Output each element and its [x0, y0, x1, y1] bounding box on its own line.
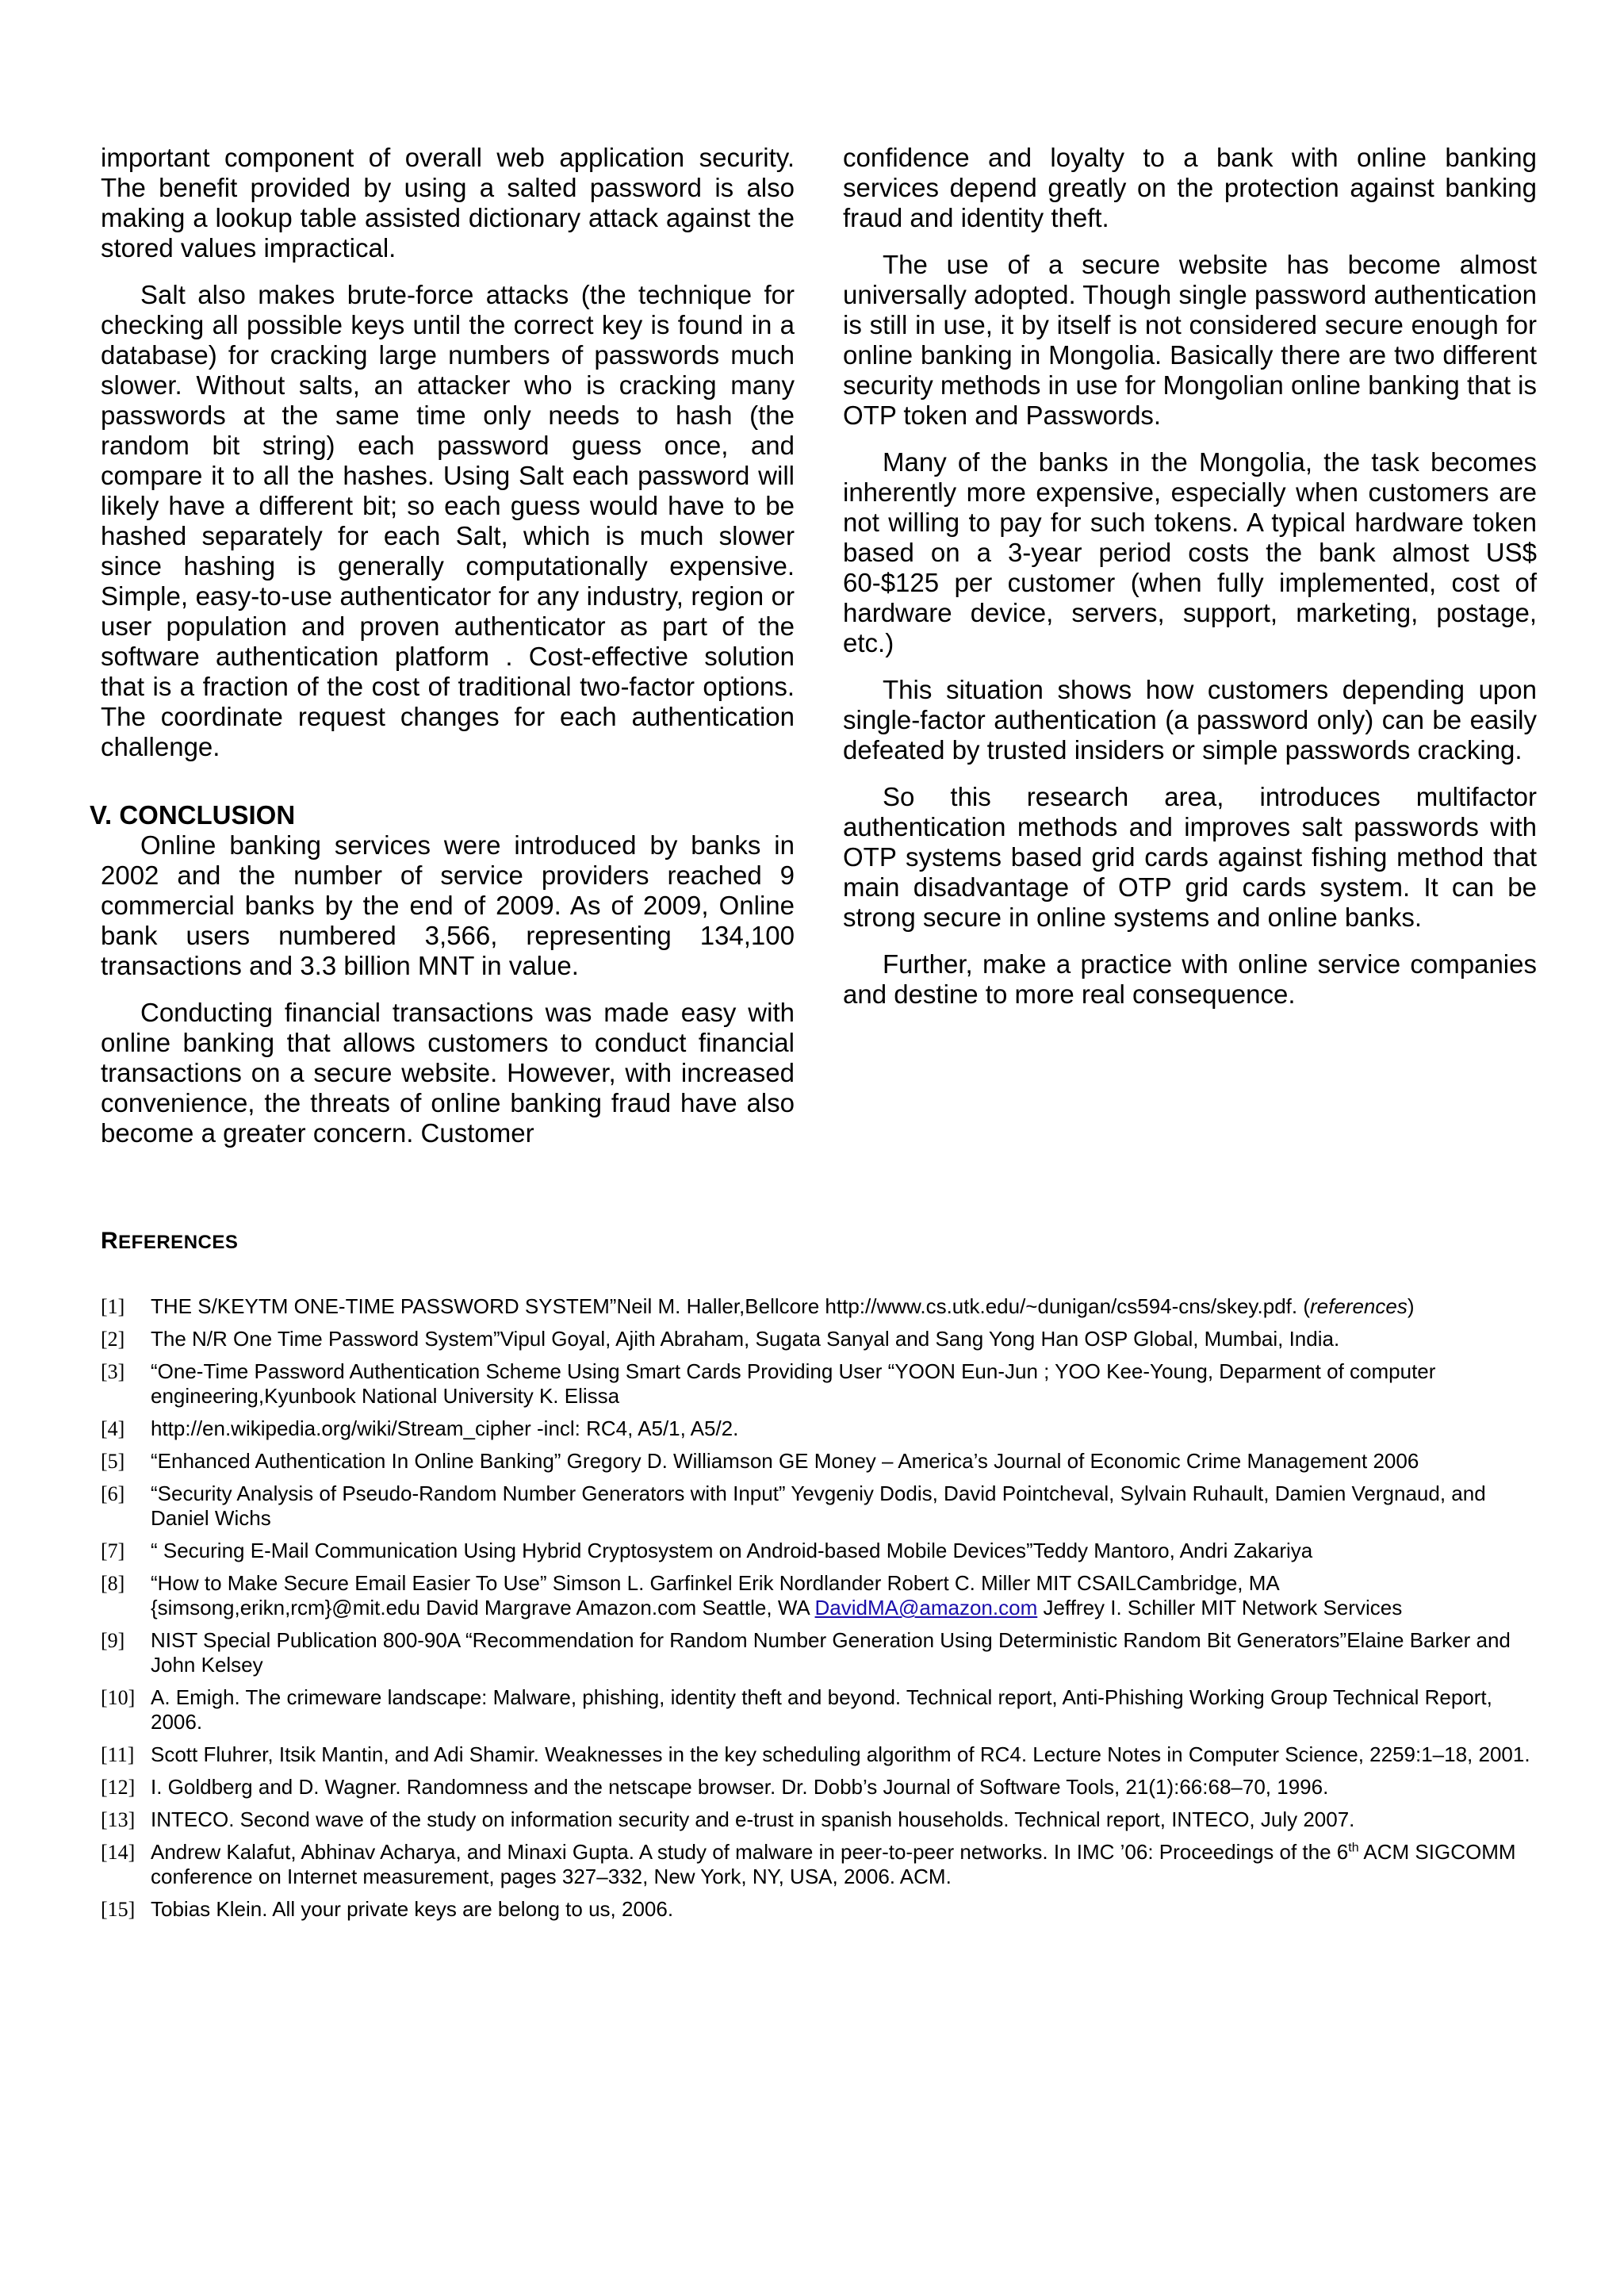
reference-number: [3] [101, 1360, 125, 1383]
reference-number: [8] [101, 1572, 125, 1595]
body-paragraph: So this research area, introduces multifactor authentication methods and improves salt passwords with OTP systems based grid cards against fishing method that main disadvantage of OTP grid cards system. It can be strong secure in online systems and online banks. [843, 782, 1537, 932]
reference-text-main: Tobias Klein. All your private keys are belong to us, 2006. [151, 1897, 674, 1921]
email-link[interactable]: DavidMA@amazon.com [814, 1596, 1038, 1619]
reference-item [101, 1294, 1540, 1319]
reference-text-main: A. Emigh. The crimeware landscape: Malware, phishing, identity theft and beyond. Technical report, Anti-Phishing Working Group Technical Report, 2006. [151, 1685, 1492, 1734]
reference-text [151, 1539, 1540, 1563]
reference-text [151, 1807, 1540, 1832]
references-heading-rest: EFERENCES [118, 1232, 239, 1253]
body-paragraph: Salt also makes brute-force attacks (the technique for checking all possible keys until the correct key is found in a database) for cracking large numbers of passwords much slower. Without salts, an attacker who is cracking many passwords at the same time only needs to hash (the random bit string) each password guess once, and compare it to all the hashes. Using Salt each password will likely have a different bit; so each guess would have to be hashed separately for each Salt, which is much slower since hashing is generally computationally expensive. Simple, easy-to-use authenticator for any industry, region or user population and proven authenticator as part of the software authentication platform . Cost-effective solution that is a fraction of the cost of traditional two-factor options. The coordinate request changes for each authentication challenge. [101, 280, 795, 761]
reference-number: [14] [101, 1841, 136, 1864]
reference-text-main: “ Securing E-Mail Communication Using Hybrid Cryptosystem on Android-based Mobile Devices”Teddy Mantoro, Andri Zakariya [151, 1539, 1313, 1562]
reference-text [151, 1571, 1540, 1620]
references-heading [101, 1228, 238, 1255]
reference-text [151, 1327, 1540, 1351]
reference-item [101, 1416, 1540, 1441]
body-paragraph: confidence and loyalty to a bank with online banking services depend greatly on the protection against banking fraud and identity theft. [843, 143, 1537, 232]
references-heading-initial: R [101, 1228, 119, 1254]
reference-number: [7] [101, 1539, 125, 1562]
reference-text [151, 1359, 1540, 1409]
reference-text-tail: ACM SIGCOMM conference on Internet measurement, pages 327–332, New York, NY, USA, 2006. ACM. [151, 1840, 1516, 1888]
reference-number: [4] [101, 1417, 125, 1440]
reference-text-main: http://en.wikipedia.org/wiki/Stream_cipher -incl: RC4, A5/1, A5/2. [151, 1416, 739, 1440]
reference-text-main: “Enhanced Authentication In Online Banking” Gregory D. Williamson GE Money – America’s Journal of Economic Crime Management 2006 [151, 1449, 1419, 1473]
reference-text-tail: Jeffrey I. Schiller MIT Network Services [1037, 1596, 1403, 1619]
section-heading: V. CONCLUSION [90, 800, 296, 830]
body-paragraph: Many of the banks in the Mongolia, the task becomes inherently more expensive, especially when customers are not willing to pay for such tokens. A typical hardware token based on a 3-year period costs the bank almost US$ 60-$125 per customer (when fully implemented, cost of hardware device, servers, support, marketing, postage, etc.) [843, 447, 1537, 657]
body-paragraph: The use of a secure website has become almost universally adopted. Though single password authentication is still in use, it by itself is not considered secure enough for online banking in Mongolia. Basically there are two different security methods in use for Mongolian online banking that is OTP token and Passwords. [843, 250, 1537, 430]
reference-item [101, 1359, 1540, 1409]
right-column [843, 143, 1537, 1026]
reference-text [151, 1416, 1540, 1441]
reference-text-main: NIST Special Publication 800-90A “Recommendation for Random Number Generation Using Deterministic Random Bit Generators”Elaine Barker and John Kelsey [151, 1628, 1511, 1677]
reference-text [151, 1685, 1540, 1734]
body-paragraph: Further, make a practice with online service companies and destine to more real consequence. [843, 949, 1537, 1009]
reference-item [101, 1685, 1540, 1734]
reference-text-main: THE S/KEYTM ONE-TIME PASSWORD SYSTEM”Neil M. Haller,Bellcore http://www.cs.utk.edu/~dunigan/cs594-cns/skey.pdf. ( [151, 1294, 1310, 1318]
reference-text [151, 1294, 1540, 1319]
reference-number: [12] [101, 1776, 136, 1799]
reference-item [101, 1449, 1540, 1474]
reference-number: [5] [101, 1450, 125, 1473]
reference-text [151, 1628, 1540, 1677]
reference-item [101, 1840, 1540, 1889]
body-paragraph: Conducting financial transactions was made easy with online banking that allows customers to conduct financial transactions on a secure website. However, with increased convenience, the threats of online banking fraud have also become a greater concern. Customer [101, 998, 795, 1148]
reference-item [101, 1571, 1540, 1620]
reference-item [101, 1807, 1540, 1832]
reference-number: [6] [101, 1482, 125, 1505]
body-paragraph: important component of overall web application security. The benefit provided by using a salted password is also making a lookup table assisted dictionary attack against the stored values impractical. [101, 143, 795, 263]
reference-item [101, 1327, 1540, 1351]
reference-number: [9] [101, 1629, 125, 1652]
body-paragraph: This situation shows how customers depending upon single-factor authentication (a password only) can be easily defeated by trusted insiders or simple passwords cracking. [843, 675, 1537, 765]
reference-text-main: “How to Make Secure Email Easier To Use” Simson L. Garfinkel Erik Nordlander Robert C. Miller MIT CSAILCambridge, MA {simsong,erikn,rcm}@mit.edu David Margrave Amazon.com Seattle, WA [151, 1571, 1279, 1619]
reference-number: [15] [101, 1898, 136, 1921]
reference-superscript: th [1348, 1841, 1359, 1855]
reference-text-main: Scott Fluhrer, Itsik Mantin, and Adi Shamir. Weaknesses in the key scheduling algorithm of RC4. Lecture Notes in Computer Science, 2259:1–18, 2001. [151, 1742, 1530, 1766]
reference-item [101, 1539, 1540, 1563]
reference-text-main: “One-Time Password Authentication Scheme Using Smart Cards Providing User “YOON Eun-Jun ; YOO Kee-Young, Deparment of computer engineering,Kyunbook National University K. Elissa [151, 1359, 1436, 1408]
reference-text-main: Andrew Kalafut, Abhinav Acharya, and Minaxi Gupta. A study of malware in peer-to-peer networks. In IMC ’06: Proceedings of the 6 [151, 1840, 1349, 1864]
references-list [101, 1294, 1540, 1930]
reference-item [101, 1742, 1540, 1767]
reference-text-main: The N/R One Time Password System”Vipul Goyal, Ajith Abraham, Sugata Sanyal and Sang Yong Han OSP Global, Mumbai, India. [151, 1327, 1340, 1351]
reference-text [151, 1481, 1540, 1531]
reference-text-main: I. Goldberg and D. Wagner. Randomness and the netscape browser. Dr. Dobb’s Journal of Software Tools, 21(1):66:68–70, 1996. [151, 1775, 1329, 1799]
reference-text [151, 1840, 1540, 1889]
reference-number: [1] [101, 1295, 125, 1318]
reference-emphasis: references [1309, 1294, 1408, 1318]
reference-text [151, 1775, 1540, 1800]
reference-number: [2] [101, 1328, 125, 1351]
reference-number: [11] [101, 1743, 135, 1766]
reference-text [151, 1897, 1540, 1922]
reference-number: [10] [101, 1686, 136, 1709]
reference-text-main: INTECO. Second wave of the study on information security and e-trust in spanish households. Technical report, INTECO, July 2007. [151, 1807, 1355, 1831]
body-paragraph: Online banking services were introduced by banks in 2002 and the number of service providers reached 9 commercial banks by the end of 2009. As of 2009, Online bank users numbered 3,566, representing 134,100 transactions and 3.3 billion MNT in value. [101, 830, 795, 980]
reference-text-tail: ) [1407, 1294, 1415, 1318]
left-column [90, 143, 795, 1165]
reference-item [101, 1897, 1540, 1922]
reference-text [151, 1449, 1540, 1474]
reference-item [101, 1628, 1540, 1677]
reference-text [151, 1742, 1540, 1767]
reference-text-main: “Security Analysis of Pseudo-Random Number Generators with Input” Yevgeniy Dodis, David Pointcheval, Sylvain Ruhault, Damien Vergnaud, and Daniel Wichs [151, 1481, 1486, 1530]
reference-item [101, 1481, 1540, 1531]
reference-item [101, 1775, 1540, 1800]
reference-number: [13] [101, 1808, 136, 1831]
